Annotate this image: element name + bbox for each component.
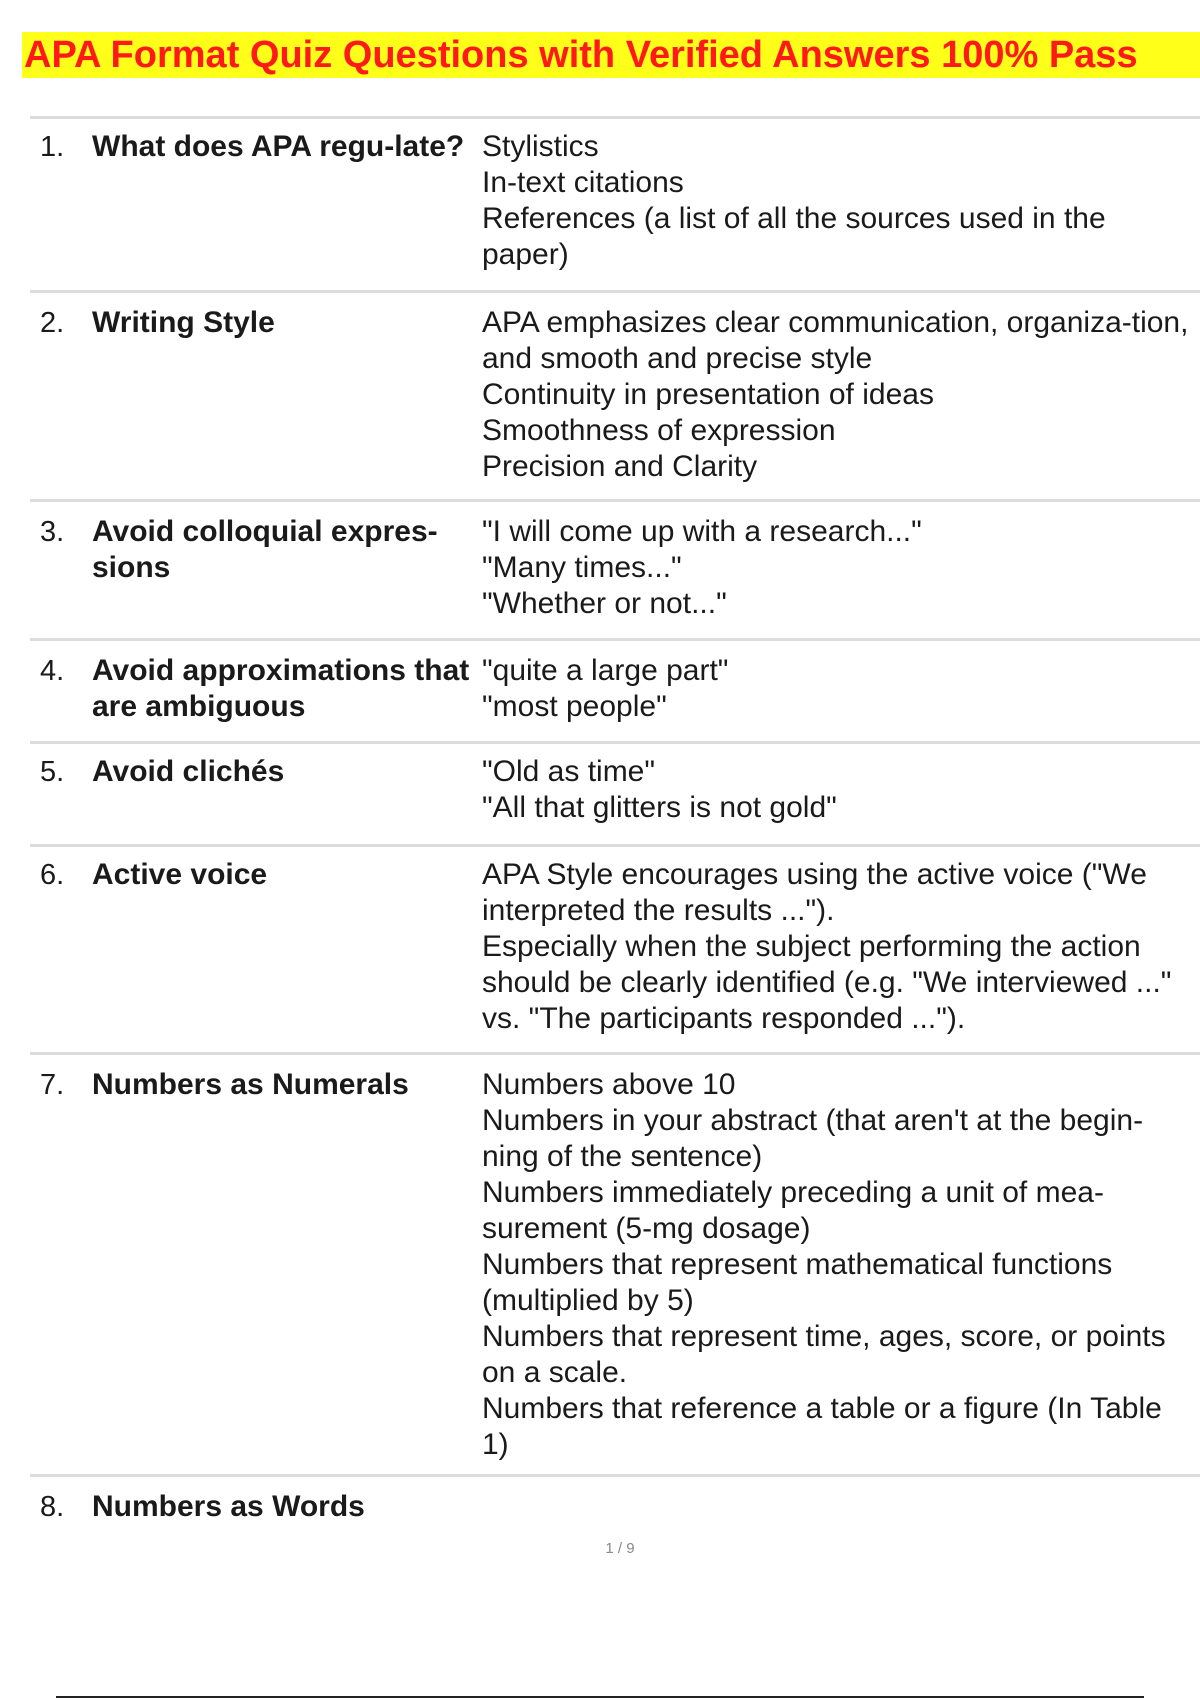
answer-cell <box>482 514 1200 638</box>
page-indicator: 1 / 9 <box>605 1540 635 1557</box>
answer-line: Continuity in presentation of ideas <box>482 378 934 411</box>
document-title: APA Format Quiz Questions with Verified Answers 100% Pass <box>24 34 1138 76</box>
item-number: 5. <box>40 756 65 788</box>
answer-line: References (a list of all the sources used in the paper) <box>482 202 1106 271</box>
question-term: Numbers as Words <box>92 1490 365 1523</box>
answer-line: Smoothness of expression <box>482 414 836 447</box>
answer-line: "Old as time" <box>482 755 656 788</box>
answer-cell <box>482 129 1200 290</box>
answer-cell <box>482 305 1200 499</box>
answer-line: Especially when the subject performing the action should be clearly identified (e.g. "We interviewed ..." vs. "The participants responded ..."). <box>482 930 1172 1035</box>
answer-line: Precision and Clarity <box>482 450 758 483</box>
answer-line: "Many times..." <box>482 551 682 584</box>
answer-line: "quite a large part" <box>482 654 729 687</box>
answer-line: APA emphasizes clear communication, organiza-tion, and smooth and precise style <box>482 306 1189 375</box>
table-row <box>30 1477 1200 1537</box>
table-row <box>30 744 1200 847</box>
answer-line: "I will come up with a research..." <box>482 515 922 548</box>
answer-cell <box>482 1489 1200 1537</box>
answer-line: In-text citations <box>482 166 684 199</box>
footer-divider <box>56 1696 1144 1698</box>
answer-line: Stylistics <box>482 130 599 163</box>
table-row <box>30 119 1200 293</box>
answer-line: "most people" <box>482 690 667 723</box>
item-number: 7. <box>40 1069 65 1101</box>
item-number: 1. <box>40 131 65 163</box>
document-title-banner <box>22 32 1200 78</box>
answer-cell <box>482 754 1200 844</box>
table-row <box>30 1055 1200 1477</box>
question-term: Avoid colloquial expres-sions <box>92 515 438 584</box>
answer-line: "All that glitters is not gold" <box>482 791 837 824</box>
item-number: 6. <box>40 859 65 891</box>
answer-cell <box>482 857 1200 1052</box>
answer-line: APA Style encourages using the active voice ("We interpreted the results ..."). <box>482 858 1147 927</box>
item-number: 4. <box>40 655 65 687</box>
question-term: Avoid approximations that are ambiguous <box>92 654 470 723</box>
answer-cell <box>482 1067 1200 1474</box>
question-term: Avoid clichés <box>92 755 285 788</box>
table-row <box>30 293 1200 502</box>
table-row <box>30 847 1200 1055</box>
answer-line: Numbers that reference a table or a figure (In Table 1) <box>482 1392 1162 1461</box>
question-term: Numbers as Numerals <box>92 1068 409 1101</box>
item-number: 8. <box>40 1491 65 1523</box>
item-number: 2. <box>40 307 65 339</box>
answer-cell <box>482 653 1200 741</box>
table-row <box>30 641 1200 744</box>
item-number: 3. <box>40 516 65 548</box>
answer-line: Numbers immediately preceding a unit of mea-surement (5-mg dosage) <box>482 1176 1104 1245</box>
question-term: What does APA regu-late? <box>92 130 465 163</box>
answer-line: Numbers in your abstract (that aren't at the begin-ning of the sentence) <box>482 1104 1144 1173</box>
question-term: Writing Style <box>92 306 275 339</box>
answer-line: Numbers that represent mathematical functions (multiplied by 5) <box>482 1248 1113 1317</box>
qa-table <box>30 116 1200 1537</box>
question-term: Active voice <box>92 858 268 891</box>
answer-line: "Whether or not..." <box>482 587 727 620</box>
table-row <box>30 502 1200 641</box>
answer-line: Numbers above 10 <box>482 1068 736 1101</box>
answer-line: Numbers that represent time, ages, score, or points on a scale. <box>482 1320 1166 1389</box>
